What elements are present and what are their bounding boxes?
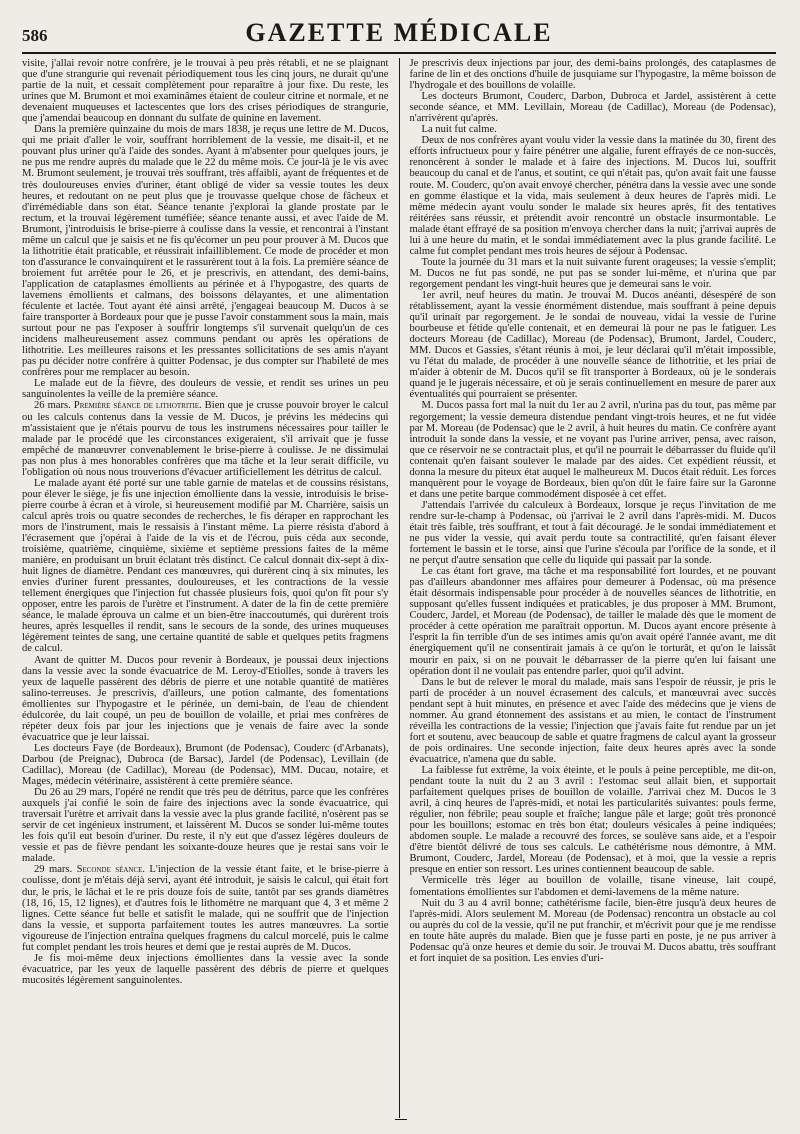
right-column bbox=[409, 58, 776, 1118]
paragraph bbox=[22, 124, 389, 378]
text-run: Dans le but de relever le moral du malade, mais sans l'espoir de réussir, je pris le parti de procéder à un nouvel écrasement des calculs, et manœuvrai avec succès pendant sept à huit minutes, en présence et avec l'aide des médecins que je viens de nommer. Au grand étonnement des assistans et au mien, le contact de l'instrument réveilla les contractions de la vessie; l'injection que j'avais faite fut rendue par un jet fort et soutenu, avec beaucoup de sable et quatre fragmens de calcul ayant la grosseur de pois ordinaires. Une seconde injection, faite deux heures après avec la sonde évacuatrice, n'amena que du sable. bbox=[409, 676, 776, 765]
text-run: J'attendais l'arrivée du calculeux à Bordeaux, lorsque je reçus l'invitation de me rendre sur-le-champ à Podensac, où j'arrivai le 2 avril dans l'après-midi. M. Ducos était très faible, très souffrant, et tout à fait découragé. Je le sondai immédiatement et ne pus vider la vessie, qui avait perdu toute sa contractilité, qu'en faisant élever fortement le bassin et le torse, ainsi que l'urine s'écoula par l'orifice de la sonde, et il ne perçut d'autre sensation que celle du liquide qui passait par la sonde. bbox=[409, 499, 776, 567]
footer-dash bbox=[395, 1119, 407, 1120]
paragraph bbox=[409, 898, 776, 964]
column-rule bbox=[399, 58, 400, 1118]
paragraph bbox=[22, 478, 389, 655]
text-run: Deux de nos confrères ayant voulu vider la vessie dans la matinée du 30, firent des efforts infructueux pour y faire pénétrer une algalie, furent effrayés de ce non-succès, renoncèrent à sonder le malade et à faire des injections. M. Ducos lui, souffrit beaucoup du canal et de l'anus, et soutint, ce qui n'était pas, qu'on avait fait une fausse route. M. Couderc, qu'on avait envoyé chercher, pénétra dans la vessie avec une sonde en gomme élastique et la vida, mais seulement à deux heures de l'après midi. Le même médecin ayant voulu sonder le malade six heures après, fit des tentatives réitérées sans réussir, et prétendit avoir rencontré un obstacle insurmontable. Le malade étant effrayé de sa position m'envoya chercher dans la nuit; j'arrivai auprès de lui à une heure du matin, et le sondai immédiatement avec la plus grande facilité. Le calme fut complet pendant mes trois heures de séjour à Podensac. bbox=[409, 135, 776, 257]
text-run: La nuit fut calme. bbox=[421, 124, 497, 136]
article-columns bbox=[22, 58, 776, 1118]
text-run: Dans la première quinzaine du mois de mars 1838, je reçus une lettre de M. Ducos, qui me priait d'aller le voir, souffrant horriblement de la vessie, me disait-il, et ne pouvant plus uriner qu'à l'aide des sondes. Ayant à m'absenter pour quelques jours, je ne pus me rendre auprès du malade que le 22 du même mois. Ce jour-là je le vis avec M. Brumont seulement, je trouvai très souffrant, très affaibli, ayant de fréquentes et de très douloureuses envies d'uriner, étant obligé de vider sa vessie toutes les deux heures, et redoutant on ne peut plus que je trouvasse quelque chose de fâcheux et d'irrémédiable dans son état. Séance tenante j'explorai la glande prostate par le rectum, et la trouvai légèrement tuméfiée; séance tenante aussi, et avec l'aide de M. Brumont, j'introduisis le brise-pierre à coulisse dans la vessie, et rencontrai à l'instant même un calcul que je saisis et ne fis qu'écorner un peu pour prouver à M. Ducos que la lithotritie était praticable, et réussirait infailliblement. Ce mode de procéder et mon ton d'assurance le convainquirent et le rassurèrent tout à la fois. La première séance de broiement fut arrêtée pour le 26, et je prescrivis, en attendant, des demi-bains, l'application de cataplasmes émollients au périnée et à l'hypogastre, des quarts de lavemens émollients et calmans, des boissons délayantes, et une alimentation féculente et lactée. Tout ayant été ainsi arrêté, j'engageai beaucoup M. Ducos à se faire transporter à Bordeaux pour que je pusse l'avoir constamment sous la main, mais surtout pour ne pas l'exposer à souffrir longtemps s'il survenait quelqu'un de ces incidens malheureusement assez communs pendant ou après les opérations de lithotritie. Les meilleures raisons et les pressantes sollicitations de ses amis n'ayant pas pu décider notre confrère à quitter Podensac, je dus compter sur l'habileté de mes confrères pour me remplacer au besoin. bbox=[22, 124, 389, 379]
paragraph bbox=[409, 875, 776, 897]
paragraph bbox=[409, 135, 776, 257]
paragraph bbox=[409, 400, 776, 499]
text-run: Les docteurs Faye (de Bordeaux), Brumont (de Podensac), Couderc (d'Arbanats), Darbou (de Preignac), Dubroca (de Barsac), Jardel (de Podensac), Levillain (de Cadillac), Moreau (de Cadillac), Moreau (de Podensac), MM. Ducau, notaire, et Mages, médecin vétérinaire, assistèrent à cette première séance. bbox=[22, 742, 389, 788]
paragraph bbox=[409, 58, 776, 91]
paragraph bbox=[22, 953, 389, 986]
paragraph bbox=[409, 124, 776, 135]
text-run: Je fis moi-même deux injections émollientes dans la vessie avec la sonde évacuatrice, par les yeux de laquelle passèrent des débris de pierre et quelques mucosités légèrement sanguinolentes. bbox=[22, 952, 389, 986]
text-run: 26 mars. bbox=[34, 400, 74, 412]
text-run: Le malade eut de la fièvre, des douleurs de vessie, et rendit ses urines un peu sanguinolentes la veille de la première séance. bbox=[22, 378, 389, 401]
section-heading-run: Seconde séance. bbox=[76, 864, 146, 876]
paragraph bbox=[409, 500, 776, 566]
text-run: Je prescrivis deux injections par jour, des demi-bains prolongés, des cataplasmes de farine de lin et des onctions d'huile de jusquiame sur l'hypogastre, la même boisson de l'hydrogale et des bouillons de volaille. bbox=[409, 58, 776, 92]
page-number: 586 bbox=[22, 26, 48, 45]
paragraph bbox=[409, 91, 776, 124]
text-run: Du 26 au 29 mars, l'opéré ne rendit que très peu de détritus, parce que les confrères auxquels j'ai confié le soin de faire des injections avec la sonde évacuatrice, qui traversait l'urètre et arrivait dans la vessie avec la plus grande facilité, n'osèrent pas se servir de cet ingénieux instrument, et laissèrent M. Ducos se sonder lui-même toutes les fois qu'il eut besoin d'uriner. Du reste, il n'y eut que d'assez légères douleurs de vessie et pas de fièvre pendant les soixante-douze heures que je restai sans voir le malade. bbox=[22, 787, 389, 865]
journal-title: GAZETTE MÉDICALE bbox=[245, 18, 553, 47]
text-run: Vermicelle très léger au bouillon de volaille, tisane vineuse, lait coupé, fomentations émollientes sur l'abdomen et demi-lavemens de la même nature. bbox=[409, 875, 776, 898]
paragraph bbox=[22, 655, 389, 743]
paragraph bbox=[22, 400, 389, 477]
paragraph bbox=[22, 787, 389, 864]
left-column bbox=[22, 58, 389, 1118]
text-run: Le cas étant fort grave, ma tâche et ma responsabilité fort lourdes, et ne pouvant pas d'ailleurs abandonner mes affaires pour demeurer à Podensac, où ma présence était désormais indispensable pour procéder à de nouvelles séances de lithotritie, en supposant qu'elles fussent indiquées et praticables, je dus proposer à MM. Brumont, Couderc, Jardel, et Moreau (de Podensac), de tailler le malade dès que le moment de procéder à cette opération me paraîtrait opportun. M. Ducos ayant encore présente à l'esprit la fin terrible d'un de ses intimes amis qu'on avait opéré l'année avant, me dit énergiquement qu'il ne consentirait jamais à ce qu'on le torturât, et qu'on le laissât mourir en paix, si on ne pouvait le débarrasser de la pierre qu'en lui faisant une opération dont il ne voulait pas entendre parler, quoi qu'il advint. bbox=[409, 566, 776, 677]
paragraph bbox=[409, 677, 776, 765]
text-run: 29 mars. bbox=[34, 864, 77, 876]
text-run: Le malade ayant été porté sur une table garnie de matelas et de coussins résistans, pour élever le siège, je fis une injection émolliente dans la vessie, introduisis le brise-pierre courbe à écran et à virole, si heureusement modifié par M. Charrière, saisis un calcul après trois ou quatre secondes de recherches, le fis déraper en rapprochant les mors de l'instrument, mais le ressaisis à l'instant même. La pierre résista d'abord à l'écrasement que j'opérai à l'aide de la vis et de l'écrou, puis céda aux seconde, troisième, quatrième, cinquième, sixième et septième pressions faites de la même manière, en produisant un bruit éclatant très distinct. Ce calcul donnait dix-sept à dix-huit lignes de diamètre. Pendant ces manœuvres, qui durèrent cinq à six minutes, les envies d'uriner furent pressantes, douloureuses, et les contractions de la vessie tellement énergiques que l'injection fut chassée plusieurs fois, quoi qu'on fît pour s'y opposer, entre les parois de l'urètre et l'instrument. A dater de la fin de cette première séance, le malade éprouva un calme et un bien-être inaccoutumés, qui durèrent trois heures, après lesquelles il rendit, sans le secours de la sonde, des urines muqueuses légèrement teintes de sang, une certaine quantité de sable et quelques petits fragmens de calcul. bbox=[22, 477, 389, 655]
paragraph bbox=[22, 743, 389, 787]
text-run: L'injection de la vessie étant faite, et le brise-pierre à coulisse, dont je m'étais déjà servi, ayant été introduit, je saisis le calcul, qui était fort dur, le pris, le lâchai et le re pris douze fois de suite, tantôt par ses grands diamètres (18, 16, 15, 12 lignes), et d'autres fois le lithomètre ne marquant que 4, 3 et même 2 lignes. Cette séance fut belle et satisfit le malade, qui ne souffrit que de l'injection dans la vessie, et supporta parfaitement toutes les autres manœuvres. La sortie vigoureuse de l'injection entraîna quelques fragmens du calcul morcelé, puis le calme fut complet pendant les trois heures et demi que je restai auprès de M. Ducos. bbox=[22, 864, 389, 953]
text-run: visite, j'allai revoir notre confrère, je le trouvai à peu près rétabli, et ne se plaignant que d'une strangurie qui revenait périodiquement tous les cinq jours, ne durait qu'une partie de la nuit, et cessait complètement pour reparaître à jour fixe. Du reste, les urines que M. Brumont et moi examinâmes étaient de couleur citrine et normale, et ne devenaient muqueuses et lactescentes que lors des crises périodiques de strangurie, que j'amendai beaucoup en donnant du sulfate de quinine en lavement. bbox=[22, 58, 389, 125]
text-run: Nuit du 3 au 4 avril bonne; cathétérisme facile, bien-être jusqu'à deux heures de l'après-midi. Alors seulement M. Moreau (de Podensac) rencontra un obstacle au col ou auprès du col de la vessie, qu'il ne put franchir, et m'écrivit pour que je me rendisse en toute hâte auprès du malade. Bien que je fusse parti en poste, je ne pus arriver à Podensac qu'à onze heures et demie du soir. Je trouvai M. Ducos abattu, très souffrant et fort inquiet de sa position. Les envies d'uri- bbox=[409, 897, 776, 964]
text-run: Toute la journée du 31 mars et la nuit suivante furent orageuses; la vessie s'emplit; M. Ducos ne fut pas sondé, ne put pas se sonder lui-même, et n'urina que par regorgement pendant les vingt-huit heures que je demeurai sans le voir. bbox=[409, 256, 776, 290]
paragraph bbox=[22, 864, 389, 952]
text-run: 1er avril, neuf heures du matin. Je trouvai M. Ducos anéanti, désespéré de son rétablissement, ayant la vessie énormément distendue, mais souffrant à peine depuis qu'il urinait par regorgement. Je le sondai de nouveau, vidai la vessie de l'urine bourbeuse et fétide qu'elle contenait, et en demeurai là pour ne pas le fatiguer. Les docteurs Moreau (de Cadillac), Moreau (de Podensac), Brumont, Jardel, Couderc, MM. Ducos et Gassies, s'étant réunis à moi, je leur déclarai qu'il m'était impossible, vu l'état du malade, de procéder à une nouvelle séance de lithotritie, et les priai de m'aider à obtenir de M. Ducos qu'il se fît transporter à Bordeaux, où je le sonderais quand je le jugerais nécessaire, et où je serais continuellement en mesure de parer aux éventualités qui pourraient se présenter. bbox=[409, 289, 776, 401]
paragraph bbox=[22, 378, 389, 400]
paragraph bbox=[409, 257, 776, 290]
text-run: La faiblesse fut extrême, la voix éteinte, et le pouls à peine perceptible, me dit-on, pendant toute la nuit du 2 au 3 avril : l'estomac seul allait bien, et supportait parfaitement quelques prises de bouillon de volaille. J'arrivai chez M. Ducos le 3 avril, à cinq heures de l'après-midi, et notai les particularités suivantes: pouls ferme, régulier, non fébrile; peau souple et fraîche; langue pâle et large; goût très prononcé pour les bouillons; estomac en très bon état; douleurs vésicales à peine indiquées; abdomen souple. Le malade a recouvré des forces, se soulève sans aide, et a l'espoir d'être bientôt délivré de tous ses calculs. Le cathétérisme nous démontre, à MM. Brumont, Couderc, Jardel, Moreau (de Podensac), et à moi, que la vessie a repris presque en entier son ressort. Les urines contiennent beaucoup de sable. bbox=[409, 765, 776, 876]
section-heading-run: Première séance de lithotritie. bbox=[73, 400, 202, 412]
page-header bbox=[22, 18, 776, 54]
paragraph bbox=[409, 290, 776, 400]
paragraph bbox=[22, 58, 389, 124]
text-run: Avant de quitter M. Ducos pour revenir à Bordeaux, je poussai deux injections dans la vessie avec la sonde évacuatrice de M. Leroy-d'Etiolles, sonde à travers les yeux de laquelle passèrent des débris de pierre et une notable quantité de matières salino-terreuses. Je prescrivis, d'ailleurs, une potion calmante, des fomentations émollientes sur l'hypogastre et le périnée, un demi-bain, de l'eau de chiendent édulcorée, du lait coupé, un peu de bouillon de volaille, et priai mes confrères de répéter deux fois par jour les injections que je venais de faire avec la sonde évacuatrice que je leur laissai. bbox=[22, 654, 389, 743]
text-run: Les docteurs Brumont, Couderc, Darbon, Dubroca et Jardel, assistèrent à cette seconde séance, et MM. Levillain, Moreau (de Cadillac), Moreau (de Podensac), n'arrivèrent qu'après. bbox=[409, 91, 776, 125]
paragraph bbox=[409, 765, 776, 875]
text-run: M. Ducos passa fort mal la nuit du 1er au 2 avril, n'urina pas du tout, pas même par regorgement; la vessie demeura distendue pendant vingt-trois heures, et ne fut vidée par M. Moreau (de Podensac) que le 2 avril, à huit heures du matin. Ce confrère ayant introduit la sonde dans la vessie, et ne voyant pas l'urine arriver, pensa, avec raison, que ce réservoir ne se contractait plus, et qu'il ne pourrait le débarrasser du fluide qu'il contenait qu'en faisant soulever le malade par des aides. Cet expédient réussit, et donna la mesure du piteux état auquel le malheureux M. Ducos était réduit. Les forces manquèrent pour le voyage de Bordeaux, bien qu'on dût le faire faire sur la Garonne et dans une petite barque commodément disposée à cet effet. bbox=[409, 400, 776, 500]
text-run: Bien que je crusse pouvoir broyer le calcul ou les calculs contenus dans la vessie de M. Ducos, je prévins les médecins qui m'assistaient que je n'étais pourvu de tous les instrumens nécessaires pour tailler le malade par le procédé que les circonstances exigeraient, s'il arrivait que je fusse empêché de manœuvrer convenablement le brise-pierre à coulisse. Je ne dissimulai pas non plus à mes honorables confrères que ma tâche et la leur serait difficile, vu l'obligation où nous nous trouverions d'évacuer artificiellement les détritus de calcul. bbox=[22, 400, 389, 478]
paragraph bbox=[409, 566, 776, 676]
